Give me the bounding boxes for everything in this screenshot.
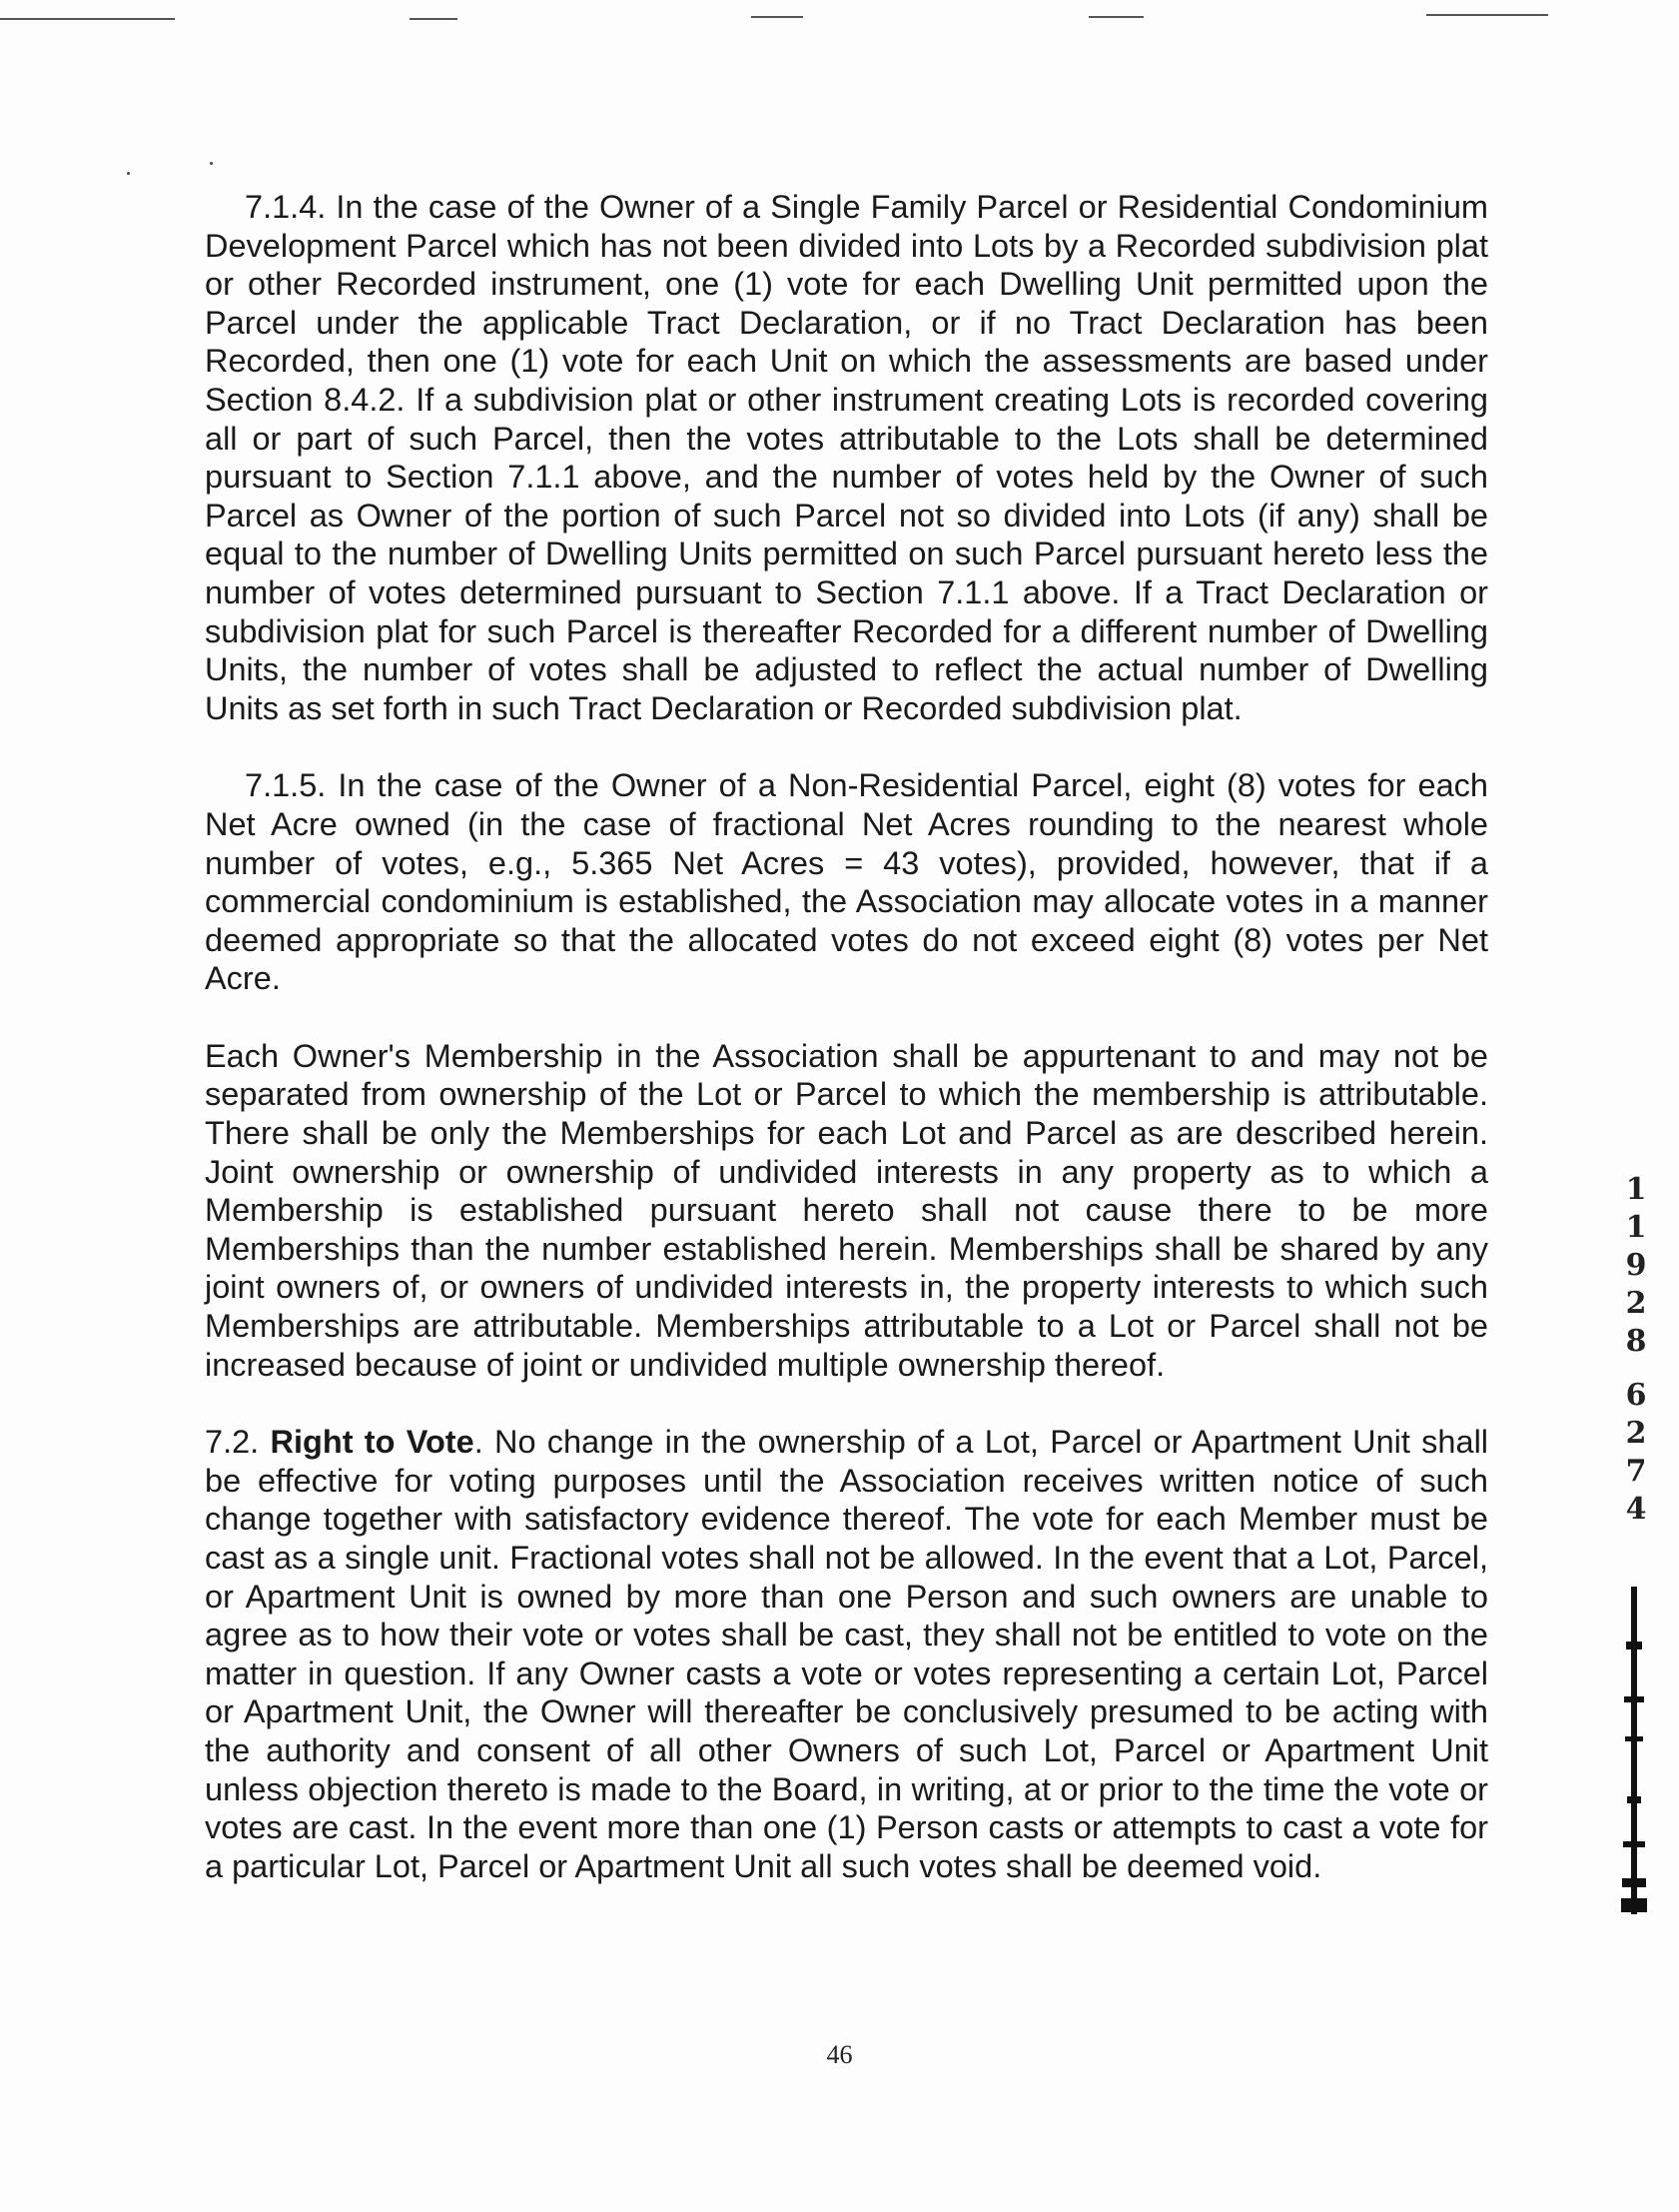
stamp-digit: 6 (1625, 1378, 1647, 1413)
stamp-digit: 2 (1625, 1286, 1647, 1321)
scan-artifact-line (751, 16, 803, 18)
stamp-digit: 7 (1625, 1454, 1647, 1489)
recording-stamp-group-2 (1616, 1377, 1656, 1529)
page-number: 46 (826, 2040, 853, 2069)
paragraph-7-1-5: 7.1.5. In the case of the Owner of a Non-Residential Parcel, eight (8) votes for each Net Acre owned (in the case of fractional Net Acres rounding to the nearest whole number of votes, e.g., 5.365 Net Acres = 43 votes), provided, however, that if a commercial condominium is established, the Association may allocate votes in a manner deemed appropriate so that the allocated votes do not exceed eight (8) votes per Net Acre. (205, 767, 1488, 997)
paragraph-7-1-4: 7.1.4. In the case of the Owner of a Single Family Parcel or Residential Condominium Development Parcel which has not been divided into Lots by a Recorded subdivision plat or other Recorded instrument, one (1) vote for each Dwelling Unit permitted upon the Parcel under the applicable Tract Declaration, or if no Tract Declaration has been Recorded, then one (1) vote for each Unit on which the assessments are based under Section 8.4.2. If a subdivision plat or other instrument creating Lots is recorded covering all or part of such Parcel, then the votes attributable to the Lots shall be determined pursuant to Section 7.1.1 above, and the number of votes held by the Owner of such Parcel as Owner of the portion of such Parcel not so divided into Lots (if any) shall be equal to the number of Dwelling Units permitted on such Parcel pursuant hereto less the number of votes determined pursuant to Section 7.1.1 above. If a Tract Declaration or subdivision plat for such Parcel is thereafter Recorded for a different number of Dwelling Units, the number of votes shall be adjusted to reflect the actual number of Dwelling Units as set forth in such Tract Declaration or Recorded subdivision plat. (205, 189, 1488, 726)
scan-artifact-line (1426, 14, 1548, 16)
stamp-digit: 1 (1625, 1172, 1647, 1207)
document-body (205, 188, 1488, 1885)
scan-artifact-dot (127, 172, 130, 175)
paragraph-membership: Each Owner's Membership in the Association shall be appurtenant to and may not be separated from ownership of the Lot or Parcel to which the membership is attributable. There shall be only the Memberships for each Lot and Parcel as are described herein. Joint ownership or ownership of undivided interests in any property as to which a Membership is established pursuant hereto shall not cause there to be more Memberships than the number established herein. Memberships shall be shared by any joint owners of, or owners of undivided interests in, the property interests to which such Memberships are attributable. Memberships attributable to a Lot or Parcel shall not be increased because of joint or undivided multiple ownership thereof. (205, 1037, 1488, 1383)
stamp-digit: 8 (1625, 1324, 1647, 1359)
stamp-digit: 9 (1625, 1248, 1647, 1283)
section-number-7-2: 7.2. (205, 1424, 260, 1461)
recording-stamp-group-1 (1616, 1171, 1656, 1361)
section-7-2-body: . No change in the ownership of a Lot, Parcel or Apartment Unit shall be effective for voting purposes until the Association receives written notice of such change together with satisfactory evidence thereof. The vote for each Member must be cast as a single unit. Fractional votes shall not be allowed. In the event that a Lot, Parcel, or Apartment Unit is owned by more than one Person and such owners are unable to agree as to how their vote or votes shall be cast, they shall not be entitled to vote on the matter in question. If any Owner casts a vote or votes representing a certain Lot, Parcel or Apartment Unit, the Owner will thereafter be conclusively presumed to be acting with the authority and consent of all other Owners of such Lot, Parcel or Apartment Unit unless objection thereto is made to the Board, in writing, at or prior to the time the vote or votes are cast. In the event more than one (1) Person casts or attempts to cast a vote for a particular Lot, Parcel or Apartment Unit all such votes shall be deemed void. (205, 1424, 1489, 1884)
stamp-digit: 4 (1625, 1492, 1647, 1527)
stamp-digit: 2 (1625, 1416, 1647, 1451)
scan-artifact-line (410, 18, 457, 20)
scan-artifact-dot (210, 162, 213, 165)
section-heading-right-to-vote: Right to Vote (270, 1424, 474, 1461)
scan-artifact-line (0, 18, 175, 20)
paragraph-7-2 (205, 1423, 1488, 1885)
stamp-digit: 1 (1625, 1210, 1647, 1245)
scan-artifact-line (1089, 16, 1144, 18)
barcode-mark (1616, 1587, 1652, 1914)
